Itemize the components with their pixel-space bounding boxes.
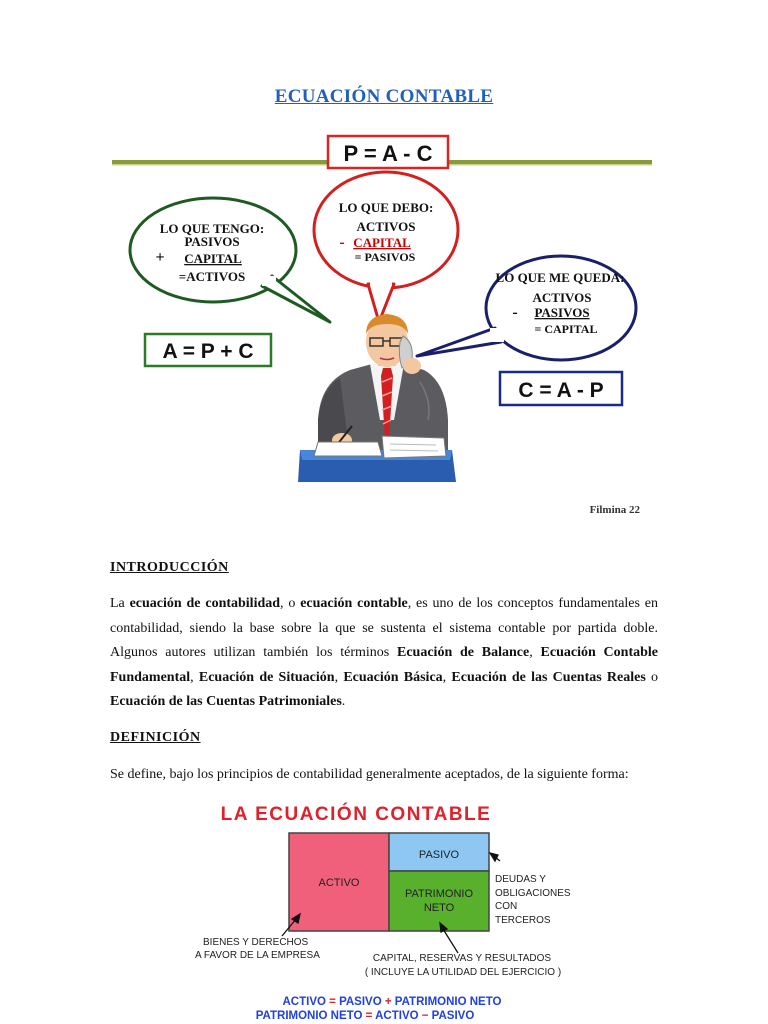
accounting-equation-diagram — [170, 795, 620, 1024]
patrimonio-label-line2: NETO — [423, 902, 455, 914]
deudas-line3: CON — [495, 901, 518, 912]
activo-label: ACTIVO — [318, 877, 360, 889]
right-bubble-line1: ACTIVOS — [532, 290, 592, 305]
bienes-line2: A FAVOR DE LA EMPRESA — [195, 950, 320, 961]
diagram-title: LA ECUACIÓN CONTABLE — [220, 804, 492, 825]
left-bubble-line1: PASIVOS — [184, 234, 240, 249]
center-bubble-heading: LO QUE DEBO: — [338, 200, 434, 215]
filmina-illustration — [0, 120, 768, 530]
intro-paragraph: La ecuación de contabilidad, o ecuación contable, es uno de los conceptos fundamentales en contabilidad, siendo la base sobre la que se sustenta el sistema contable por partida doble. Algunos autores utilizan también los términos Ecuación de Balance, Ecuación Contable Fundamental, Ecuación de Situación, Ecuación Básica, Ecuación de las Cuentas Reales o Ecuación de las Cuentas Patrimoniales. — [110, 596, 659, 709]
left-formula: A = P + C — [162, 340, 254, 363]
patrimonio-label-line1: PATRIMONIO — [404, 888, 474, 900]
equation-2: PATRIMONIO NETO = ACTIVO − PASIVO — [255, 1010, 475, 1022]
left-bubble-line2: CAPITAL — [184, 251, 242, 266]
filmina-caption: Filmina 22 — [589, 504, 640, 516]
pasivo-label: PASIVO — [418, 849, 460, 861]
intro-heading: INTRODUCCIÓN — [110, 560, 229, 575]
equation-1: ACTIVO = PASIVO + PATRIMONIO NETO — [282, 996, 502, 1008]
right-bubble-line3: = CAPITAL — [534, 322, 598, 336]
capital-line2: ( INCLUYE LA UTILIDAD DEL EJERCICIO ) — [364, 967, 562, 978]
center-bubble-minus: - — [339, 234, 345, 251]
definition-heading: DEFINICIÓN — [110, 730, 201, 745]
patrimonio-block — [389, 871, 489, 931]
right-formula: C = A - P — [518, 379, 604, 402]
center-bubble-line1: ACTIVOS — [356, 219, 416, 234]
businessman-on-phone-illustration — [298, 314, 456, 482]
deudas-line2: OBLIGACIONES — [495, 888, 571, 899]
bienes-line1: BIENES Y DERECHOS — [203, 937, 309, 948]
left-bubble-plus: + — [155, 249, 165, 266]
top-formula: P = A - C — [343, 141, 433, 166]
capital-line1: CAPITAL, RESERVAS Y RESULTADOS — [372, 953, 552, 964]
right-bubble-heading: LO QUE ME QUEDA: — [495, 270, 625, 285]
left-bubble-line3: =ACTIVOS — [178, 269, 246, 284]
center-bubble-line3: = PASIVOS — [354, 250, 416, 264]
right-bubble-minus: - — [512, 304, 518, 321]
left-bubble-heading: LO QUE TENGO: — [159, 221, 265, 236]
deudas-line1: DEUDAS Y — [495, 874, 546, 885]
definition-paragraph: Se define, bajo los principios de contabilidad generalmente aceptados, de la siguiente forma: — [110, 767, 629, 782]
document-title: ECUACIÓN CONTABLE — [274, 86, 494, 107]
right-bubble-line2: PASIVOS — [534, 305, 590, 320]
center-bubble-line2: CAPITAL — [353, 235, 411, 250]
deudas-line4: TERCEROS — [495, 915, 551, 926]
